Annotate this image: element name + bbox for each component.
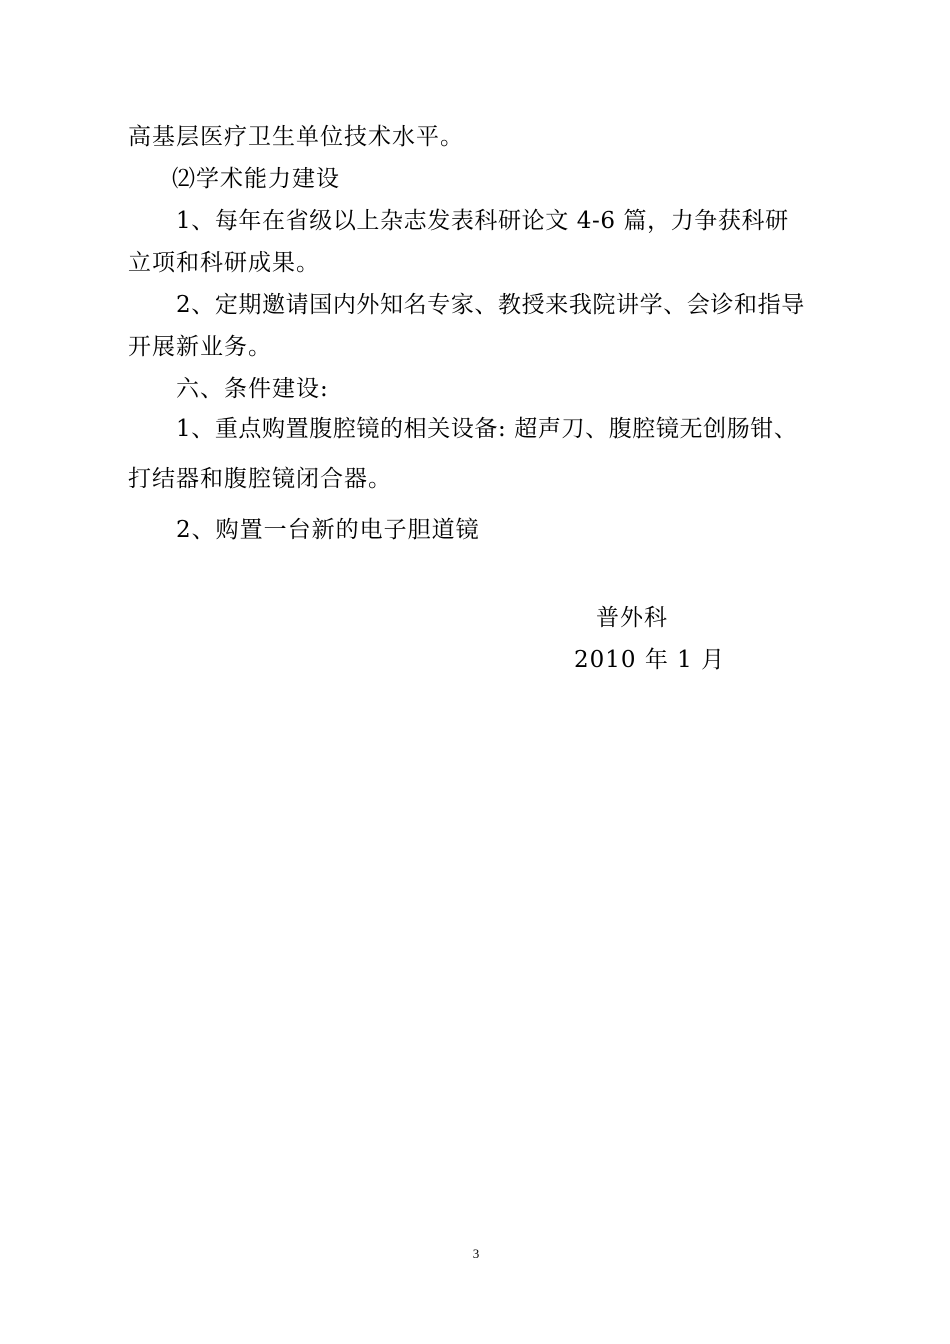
body-line-3: 1、每年在省级以上杂志发表科研论文 4-6 篇，力争获科研 <box>176 208 789 234</box>
body-line-4: 立项和科研成果。 <box>128 250 320 276</box>
signature-date: 2010 年 1 月 <box>574 647 726 673</box>
section-heading-conditions: 六、条件建设: <box>176 376 329 402</box>
body-line-6: 开展新业务。 <box>128 334 272 360</box>
body-line-8: 1、重点购置腹腔镜的相关设备: 超声刀、腹腔镜无创肠钳、 <box>176 416 798 442</box>
body-line-9: 打结器和腹腔镜闭合器。 <box>128 466 392 492</box>
page-number: 3 <box>472 1246 480 1261</box>
section-heading-academic: ⑵学术能力建设 <box>172 166 340 192</box>
body-line-10: 2、购置一台新的电子胆道镜 <box>176 517 480 543</box>
body-line-5: 2、定期邀请国内外知名专家、教授来我院讲学、会诊和指导 <box>176 292 805 318</box>
signature-department: 普外科 <box>596 605 668 631</box>
body-line-1: 高基层医疗卫生单位技术水平。 <box>128 124 464 150</box>
